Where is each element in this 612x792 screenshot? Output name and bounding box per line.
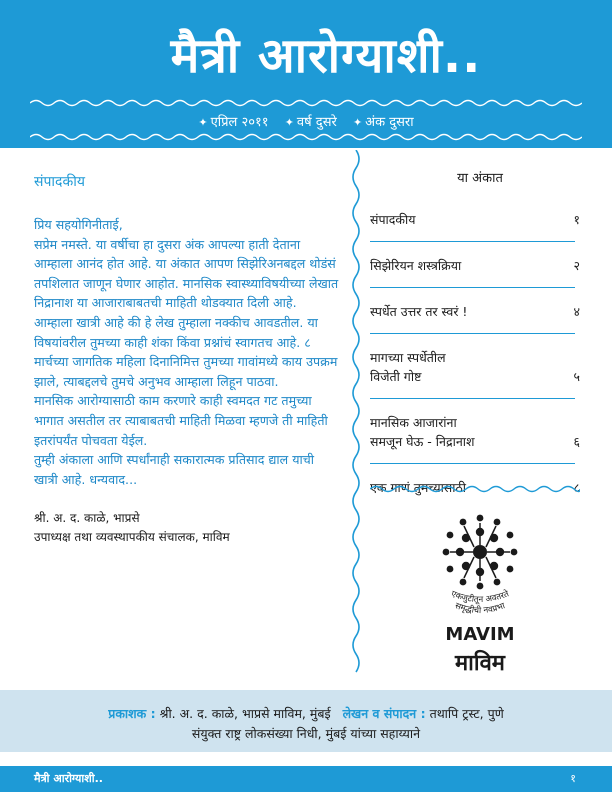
- editorial-greeting: प्रिय सहयोगिनीताई,: [34, 217, 123, 232]
- toc-item-page: ५: [573, 369, 580, 384]
- mavim-logo: [425, 510, 535, 677]
- editorial-paragraph: सप्रेम नमस्ते. या वर्षीचा हा दुसरा अंक आपल्या हाती देताना आम्हाला आनंद होत आहे. या अंकात आपण सिझेरिअनबद्दल थोडंसं तपशिलात जाणून घेणार आहोत. मानसिक स्वास्थ्याविषयीच्या लेखात निद्रानाश या आजाराबाबतची माहिती थोडक्यात दिली आहे. आम्हाला खात्री आहे की हे लेख तुम्हाला नक्कीच आवडतील. या विषयांवरील तुमच्या काही शंका किंवा प्रश्नांचं स्वागतच आहे. ८ मार्चच्या जागतिक महिला दिनानिमित्त तुमच्या गावांमध्ये काय उपक्रम झाले, त्याबद्दलचे तुमचे अनुभव आम्हाला लिहून पाठवा.: [34, 236, 339, 389]
- footer-bar: [0, 766, 612, 792]
- toc-item-title: विजेती गोष्ट: [370, 369, 422, 384]
- publisher-value: श्री. अ. द. काळे, भाप्रसे माविम, मुंबई: [159, 706, 331, 721]
- editing-value: तथापि ट्रस्ट, पुणे: [429, 706, 504, 721]
- toc-item-page: ६: [573, 434, 580, 449]
- editorial-paragraph: तुम्ही अंकाला आणि स्पर्धांनाही सकारात्मक प्रतिसाद द्याल याची खात्री आहे. धन्यवाद...: [34, 452, 315, 487]
- toc-divider: [370, 287, 575, 288]
- header-wave-top: [30, 98, 582, 108]
- toc-item-title: सिझेरियन शस्त्रक्रिया: [370, 258, 462, 273]
- issue-year: वर्ष दुसरे: [296, 115, 337, 130]
- toc-item[interactable]: [370, 256, 580, 275]
- toc-divider: [370, 463, 575, 464]
- header-wave-bottom: [30, 132, 582, 142]
- footer-title: मैत्री आरोग्याशी..: [34, 772, 103, 785]
- toc-divider: [370, 241, 575, 242]
- publisher-label: प्रकाशक :: [108, 706, 156, 721]
- toc-bottom-wave: [370, 484, 580, 494]
- toc-heading: या अंकात: [457, 171, 503, 186]
- toc-item-title: संपादकीय: [370, 212, 416, 227]
- toc-column: [370, 168, 580, 497]
- toc-item[interactable]: [370, 348, 580, 386]
- signature-designation: उपाध्यक्ष तथा व्यवस्थापकीय संचालक, माविम: [34, 530, 230, 545]
- issue-line: [0, 112, 612, 130]
- newsletter-title: मैत्री आरोग्याशी..: [170, 28, 482, 84]
- toc-item-title: मानसिक आजारांना: [370, 415, 457, 430]
- signature-name: श्री. अ. द. काळे, भाप्रसे: [34, 511, 140, 526]
- editorial-paragraph: मानसिक आरोग्यासाठी काम करणारे काही स्वमदत गट तमुच्या भागात असतील तर त्याबाबतची माहिती मिळवा म्हणजे ती माहिती इतरांपर्यंत पोचवता येईल.: [34, 393, 328, 448]
- toc-item-page: ४: [573, 304, 580, 319]
- toc-item[interactable]: [370, 302, 580, 321]
- publisher-line2: संयुक्त राष्ट्र लोकसंख्या निधी, मुंबई यांच्या सहाय्याने: [191, 726, 421, 741]
- logo-name-marathi: माविम: [455, 651, 505, 676]
- star-icon: ✦: [284, 116, 294, 129]
- toc-item[interactable]: [370, 210, 580, 229]
- toc-divider: [370, 398, 575, 399]
- emblem-text-line2: समृद्धीची नवप्रभा: [453, 601, 507, 617]
- publisher-band: [0, 690, 612, 752]
- toc-item-page: २: [573, 258, 580, 273]
- toc-divider: [370, 333, 575, 334]
- toc-item[interactable]: [370, 413, 580, 451]
- star-icon: ✦: [352, 116, 363, 129]
- emblem-text-line1: एकजुटीतून अवतरते: [449, 589, 511, 606]
- toc-item-title: समजून घेऊ - निद्रानाश: [370, 434, 475, 449]
- column-divider: [344, 150, 368, 680]
- toc-item-page: ८: [573, 480, 580, 495]
- star-icon: ✦: [198, 116, 208, 129]
- toc-item-title: मागच्या स्पर्धेतील: [370, 350, 446, 365]
- editorial-heading: संपादकीय: [34, 174, 85, 190]
- editorial-signature: [34, 509, 339, 547]
- issue-date: एप्रिल २०११: [210, 115, 269, 130]
- toc-item-title: एक गाणं तुमच्यासाठी: [370, 480, 466, 495]
- publisher-line1: [0, 704, 612, 724]
- masthead: [0, 0, 612, 148]
- logo-name-english: MAVIM: [445, 624, 515, 645]
- editorial-column: [34, 172, 339, 547]
- editing-label: लेखन व संपादन :: [342, 706, 426, 721]
- page-number: १: [570, 772, 576, 785]
- toc-item-page: १: [573, 212, 580, 227]
- mavim-emblem-icon: [435, 510, 525, 620]
- issue-number: अंक दुसरा: [365, 115, 414, 130]
- toc-item-title: स्पर्धेत उत्तर तर स्वरं !: [370, 304, 468, 319]
